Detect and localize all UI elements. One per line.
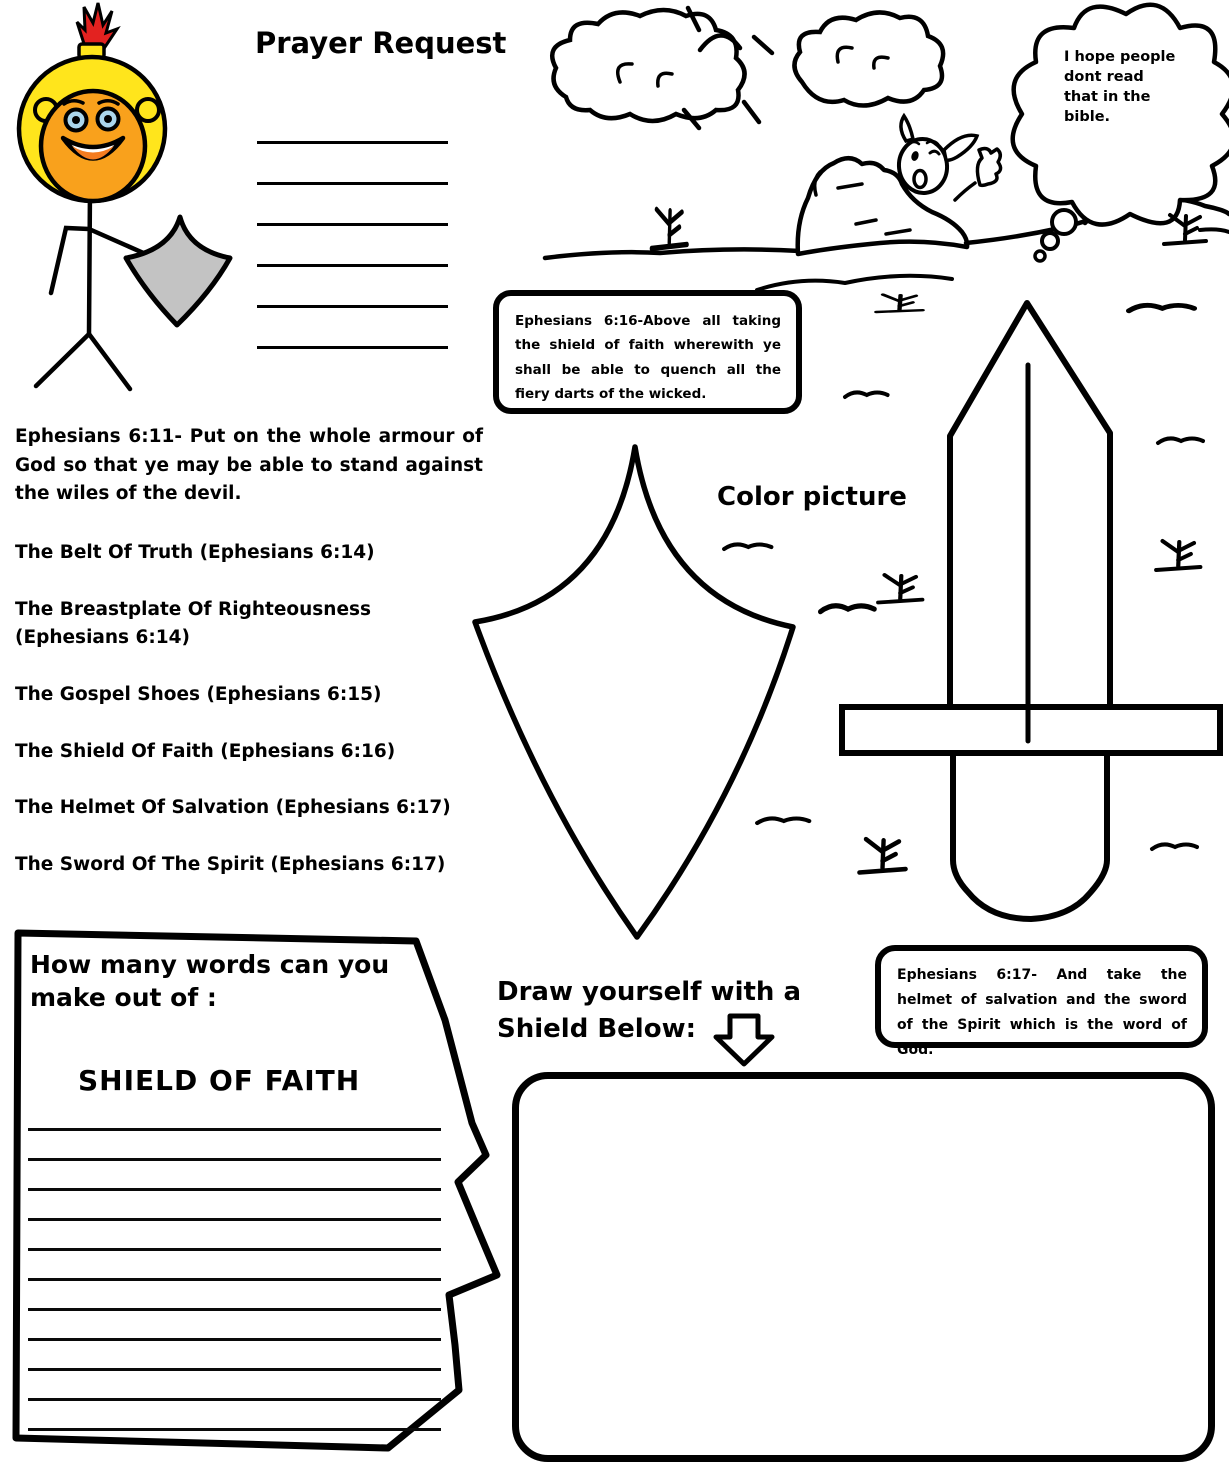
- ground-line: [1200, 229, 1229, 232]
- squiggle-icon: [1129, 305, 1194, 310]
- soldier-shield: [126, 217, 230, 325]
- armor-list-item: The Gospel Shoes (Ephesians 6:15): [15, 684, 382, 706]
- ground-line: [966, 216, 1100, 243]
- word-game-line[interactable]: [28, 1248, 441, 1251]
- coloring-shield-outline[interactable]: [475, 447, 793, 937]
- cloud-icon: [794, 12, 943, 105]
- prayer-line[interactable]: [257, 182, 448, 185]
- word-game-line[interactable]: [28, 1158, 441, 1161]
- prayer-line[interactable]: [257, 346, 448, 349]
- squiggle-icon: [757, 818, 809, 823]
- armor-list-intro: Ephesians 6:11- Put on the whole armour of God so that ye may be able to stand against the wiles of the devil.: [15, 426, 483, 505]
- word-game-word: SHIELD OF FAITH: [78, 1064, 361, 1097]
- squiggle-icon: [1152, 844, 1197, 849]
- word-game-line[interactable]: [28, 1398, 441, 1401]
- thought-bubble-text: I hope people dont read that in the bible.: [1064, 49, 1176, 125]
- prayer-request-title: Prayer Request: [255, 26, 507, 60]
- word-game-line[interactable]: [28, 1218, 441, 1221]
- squiggle-icon: [820, 606, 874, 612]
- coloring-sword-outline[interactable]: [842, 303, 1220, 919]
- soldier-pupil-right: [104, 115, 112, 123]
- armor-list-item: The Sword Of The Spirit (Ephesians 6:17): [15, 854, 446, 876]
- word-game-line[interactable]: [28, 1128, 441, 1131]
- grass-icon: [878, 575, 922, 603]
- grass-icon: [859, 839, 905, 872]
- word-game-lines: [28, 1128, 441, 1431]
- thought-bubble-dot: [1042, 233, 1058, 249]
- thought-bubble-dot: [1052, 210, 1076, 234]
- word-game-line[interactable]: [28, 1428, 441, 1431]
- grass-icon: [1156, 541, 1200, 570]
- sky-scene: [552, 8, 943, 128]
- word-game-heading: How many words can you make out of :: [30, 950, 390, 1013]
- prayer-line[interactable]: [257, 264, 448, 267]
- eph-6-17-verse-text: Ephesians 6:17- And take the helmet of salvation and the sword of the Spirit which is the word of God.: [897, 967, 1187, 1058]
- prayer-line[interactable]: [257, 223, 448, 226]
- sword-grip: [953, 753, 1107, 919]
- armor-list-item: The Helmet Of Salvation (Ephesians 6:17): [15, 797, 451, 819]
- devil-horn-right: [944, 135, 977, 160]
- draw-area[interactable]: [512, 1072, 1215, 1462]
- devil-horn-left: [901, 116, 913, 141]
- color-picture-label: Color picture: [717, 482, 907, 512]
- soldier-body: [89, 186, 90, 334]
- eph-6-16-verse-box: [493, 290, 802, 414]
- soldier-right-arm: [89, 229, 148, 255]
- armor-list-items: [15, 539, 467, 880]
- ground-line: [545, 249, 800, 258]
- cloud-icon: [552, 10, 744, 121]
- word-game-line[interactable]: [28, 1278, 441, 1281]
- sword-crossguard: [842, 707, 1220, 753]
- soldier-left-arm: [51, 228, 89, 293]
- soldier-pupil-left: [72, 116, 80, 124]
- thought-bubble: [1013, 5, 1229, 261]
- squiggle-icon: [1158, 438, 1203, 443]
- word-game-line[interactable]: [28, 1338, 441, 1341]
- eph-6-17-verse-box: [875, 945, 1208, 1058]
- thought-bubble-dot: [1035, 251, 1045, 261]
- armor-list-item: The Belt Of Truth (Ephesians 6:14): [15, 542, 375, 564]
- devil-hand: [977, 149, 1000, 186]
- word-game-line[interactable]: [28, 1308, 441, 1311]
- armor-list: [15, 423, 483, 908]
- armor-list-item: The Breastplate Of Righteousness (Ephesians 6:14): [15, 598, 372, 649]
- draw-prompt-label: Draw yourself with a Shield Below:: [497, 977, 802, 1044]
- grass-icon: [651, 209, 687, 248]
- soldier-figure: [19, 3, 165, 389]
- squiggle-icon: [724, 544, 771, 549]
- armor-list-item: The Shield Of Faith (Ephesians 6:16): [15, 740, 396, 762]
- prayer-lines: [257, 141, 448, 349]
- word-game-line[interactable]: [28, 1368, 441, 1371]
- squiggle-icon: [845, 392, 888, 397]
- eph-6-16-verse-text: Ephesians 6:16-Above all taking the shield of faith wherewith ye shall be able to quench all the fiery darts of the wicked.: [515, 313, 781, 402]
- grass-icon: [876, 295, 922, 312]
- devil-mouth: [914, 171, 926, 188]
- word-game-line[interactable]: [28, 1188, 441, 1191]
- prayer-line[interactable]: [257, 305, 448, 308]
- prayer-line[interactable]: [257, 141, 448, 144]
- soldier-legs: [36, 334, 130, 389]
- devil-arm: [955, 183, 975, 200]
- ground-squiggle: [757, 276, 952, 290]
